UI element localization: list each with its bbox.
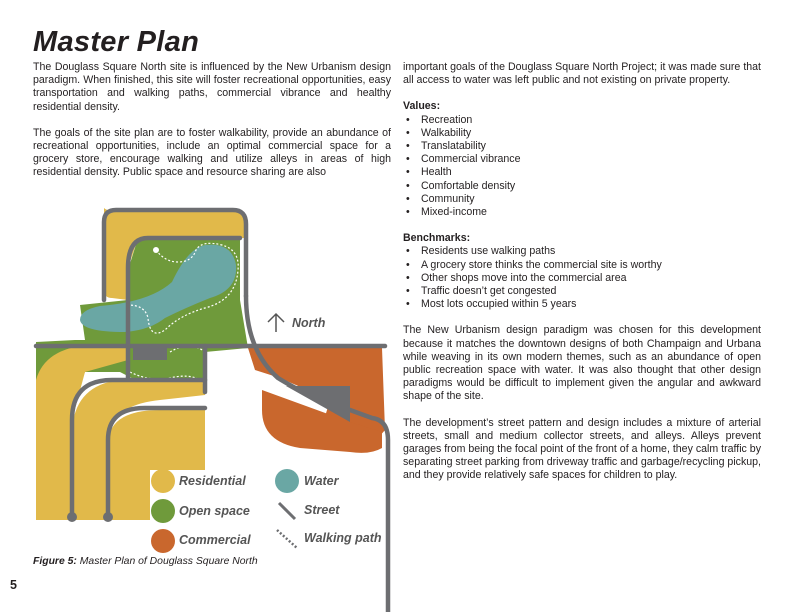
legend-open-space-label: Open space — [179, 504, 250, 518]
street-icon — [279, 503, 295, 519]
legend-water-label: Water — [304, 474, 339, 488]
page-number: 5 — [10, 578, 17, 592]
north-label: North — [292, 316, 326, 330]
figure-caption — [33, 556, 258, 567]
legend-commercial-label: Commercial — [179, 533, 251, 547]
page-title: Master Plan — [33, 26, 200, 58]
figure-caption-text: Master Plan of Douglass Square North — [79, 556, 258, 567]
water-swatch — [275, 469, 299, 493]
list-item: • Walkability — [403, 127, 761, 140]
list-item: • Other shops move into the commercial area — [403, 272, 761, 285]
open-space-swatch — [151, 499, 175, 523]
figure-label: Figure 5: — [33, 556, 77, 567]
list-item: • Traffic doesn’t get congested — [403, 285, 761, 298]
list-item: • Most lots occupied within 5 years — [403, 298, 761, 311]
list-item: • Community — [403, 193, 761, 206]
parking-lot — [133, 348, 167, 360]
legend-residential-label: Residential — [179, 474, 246, 488]
north-arrow-icon — [268, 314, 284, 332]
street-end — [67, 512, 77, 522]
street-end — [103, 512, 113, 522]
residential-swatch — [151, 469, 175, 493]
continuation-paragraph: important goals of the Douglass Square North Project; it was made sure that all access to water was left public and not existing on private property. — [403, 61, 761, 87]
list-item: • Comfortable density — [403, 180, 761, 193]
goals-paragraph: The goals of the site plan are to foster walkability, provide an abundance of recreational opportunities, include an optimal commercial space for a grocery store, encourage walking and utilize alleys in areas of high residential density. Public space and resource sharing are also — [33, 126, 391, 179]
list-item: • Health — [403, 166, 761, 179]
list-item: • Commercial vibrance — [403, 153, 761, 166]
legend-street-label: Street — [304, 503, 340, 517]
walking-path-icon — [277, 530, 297, 548]
street-pattern-paragraph: The development’s street pattern and design includes a mixture of arterial streets, small and medium collector streets, and alleys. Alleys prevent garages from being the focal point of the front of a home, they calm traffic by separating street parking from driveway traffic and garbage/recycling pickup, and they provide relatively safe spaces for children to play. — [403, 416, 761, 482]
benchmarks-heading: Benchmarks: — [403, 232, 471, 245]
design-paradigm-paragraph: The New Urbanism design paradigm was chosen for this development because it matches the downtown designs of both Champaign and Urbana while weaving in its own modern themes, such as an abundance of open public recreation space with water. It was also thought that other design paradigms would be difficult to implement given the angular and awkward shape of the site. — [403, 324, 761, 403]
list-item: • A grocery store thinks the commercial site is worthy — [403, 259, 761, 272]
list-item: • Recreation — [403, 114, 761, 127]
walking-path-node — [153, 247, 159, 253]
list-item: • Residents use walking paths — [403, 245, 761, 258]
list-item: • Mixed-income — [403, 206, 761, 219]
street — [246, 296, 388, 612]
legend-walking-path-label: Walking path — [304, 531, 382, 545]
intro-paragraph: The Douglass Square North site is influenced by the New Urbanism design paradigm. When finished, this site will foster recreational opportunities, easy transportation and walking paths, commercial vibrance and healthy residential density. — [33, 61, 391, 113]
commercial-swatch — [151, 529, 175, 553]
list-item: • Translatability — [403, 140, 761, 153]
values-heading: Values: — [403, 100, 441, 113]
